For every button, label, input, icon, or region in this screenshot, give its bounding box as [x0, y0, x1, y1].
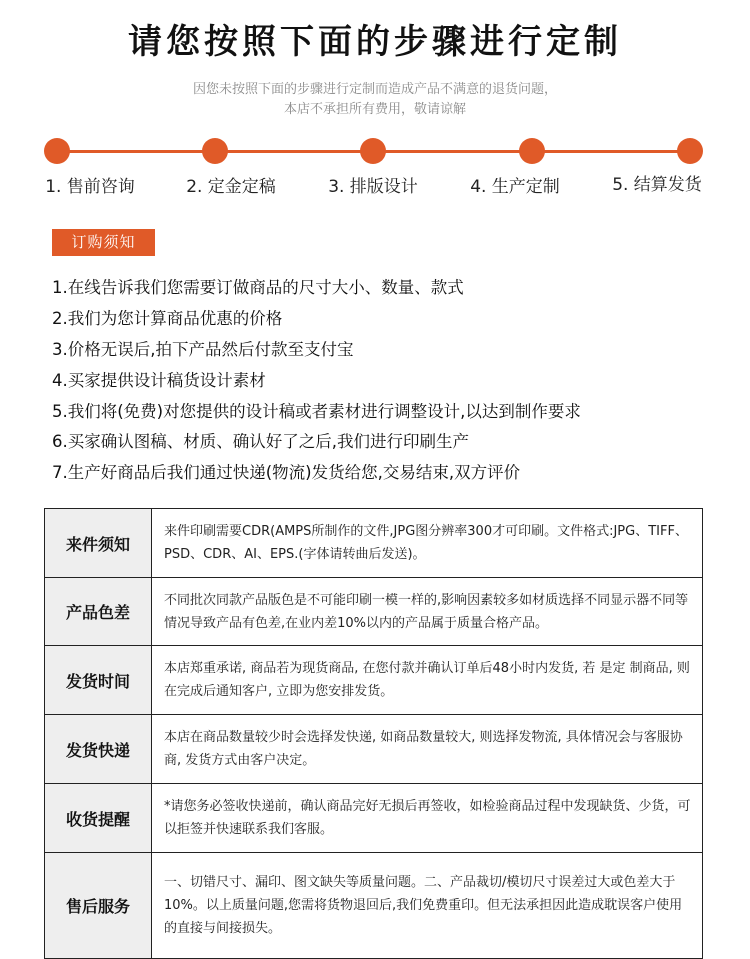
- row-label: 售后服务: [45, 853, 152, 959]
- table-row: [45, 715, 703, 784]
- notice-item: 1.在线告诉我们您需要订做商品的尺寸大小、数量、款式: [52, 278, 464, 297]
- row-text: *请您务必签收快递前，确认商品完好无损后再签收，如检验商品过程中发现缺货、少货，可以拒签并快速联系我们客服。: [152, 784, 703, 853]
- row-text: 来件印刷需要CDR(AMPS所制作的文件,JPG图分辨率300才可印刷。文件格式:JPG、TIFF、PSD、CDR、AI、EPS.(字体请转曲后发送)。: [152, 509, 703, 578]
- table-row: [45, 784, 703, 853]
- notice-item: 3.价格无误后,拍下产品然后付款至支付宝: [52, 340, 354, 359]
- step-dot: [202, 138, 228, 164]
- table-row: [45, 646, 703, 715]
- step-label: 3. 排版设计: [328, 177, 418, 197]
- step-label: 1. 售前咨询: [45, 177, 135, 197]
- row-label: 产品色差: [45, 578, 152, 646]
- row-label: 收货提醒: [45, 784, 152, 853]
- notice-badge: 订购须知: [52, 229, 155, 256]
- row-label: 来件须知: [45, 509, 152, 578]
- step-dot: [677, 138, 703, 164]
- step-label: 4. 生产定制: [470, 177, 560, 197]
- notice-item: 5.我们将(免费)对您提供的设计稿或者素材进行调整设计,以达到制作要求: [52, 402, 581, 421]
- step-dot: [360, 138, 386, 164]
- row-text: 一、切错尺寸、漏印、图文缺失等质量问题。二、产品裁切/模切尺寸误差过大或色差大于10%。以上质量问题,您需将货物退回后,我们免费重印。但无法承担因此造成耽误客户使用的直接与间接损失。: [152, 853, 703, 959]
- table-row: [45, 578, 703, 646]
- subtitle-line: 本店不承担所有费用，敬请谅解: [283, 102, 466, 117]
- table-row: [45, 509, 703, 578]
- row-label: 发货时间: [45, 646, 152, 715]
- row-text: 不同批次同款产品版色是不可能印刷一模一样的,影响因素较多如材质选择不同显示器不同等情况导致产品有色差,在业内差10%以内的产品属于质量合格产品。: [152, 578, 703, 646]
- notice-item: 4.买家提供设计稿货设计素材: [52, 371, 266, 390]
- notice-item: 7.生产好商品后我们通过快递(物流)发货给您,交易结束,双方评价: [52, 463, 521, 482]
- notice-item: 6.买家确认图稿、材质、确认好了之后,我们进行印刷生产: [52, 432, 469, 451]
- subtitle: [0, 80, 750, 120]
- row-text: 本店郑重承诺, 商品若为现货商品, 在您付款并确认订单后48小时内发货, 若 是定 制商品, 则在完成后通知客户, 立即为您安排发货。: [152, 646, 703, 715]
- notice-item: 2.我们为您计算商品优惠的价格: [52, 309, 283, 328]
- subtitle-line: 因您未按照下面的步骤进行定制而造成产品不满意的退货问题，: [192, 82, 557, 97]
- row-label: 发货快递: [45, 715, 152, 784]
- page-title: 请您按照下面的步骤进行定制: [128, 22, 622, 62]
- step-label: 5. 结算发货: [612, 175, 702, 195]
- row-text: 本店在商品数量较少时会选择发快递, 如商品数量较大, 则选择发物流, 具体情况会与客服协商, 发货方式由客户决定。: [152, 715, 703, 784]
- step-dot: [44, 138, 70, 164]
- step-label: 2. 定金定稿: [186, 177, 276, 197]
- info-table: [44, 508, 703, 959]
- table-row: [45, 853, 703, 959]
- step-dot: [519, 138, 545, 164]
